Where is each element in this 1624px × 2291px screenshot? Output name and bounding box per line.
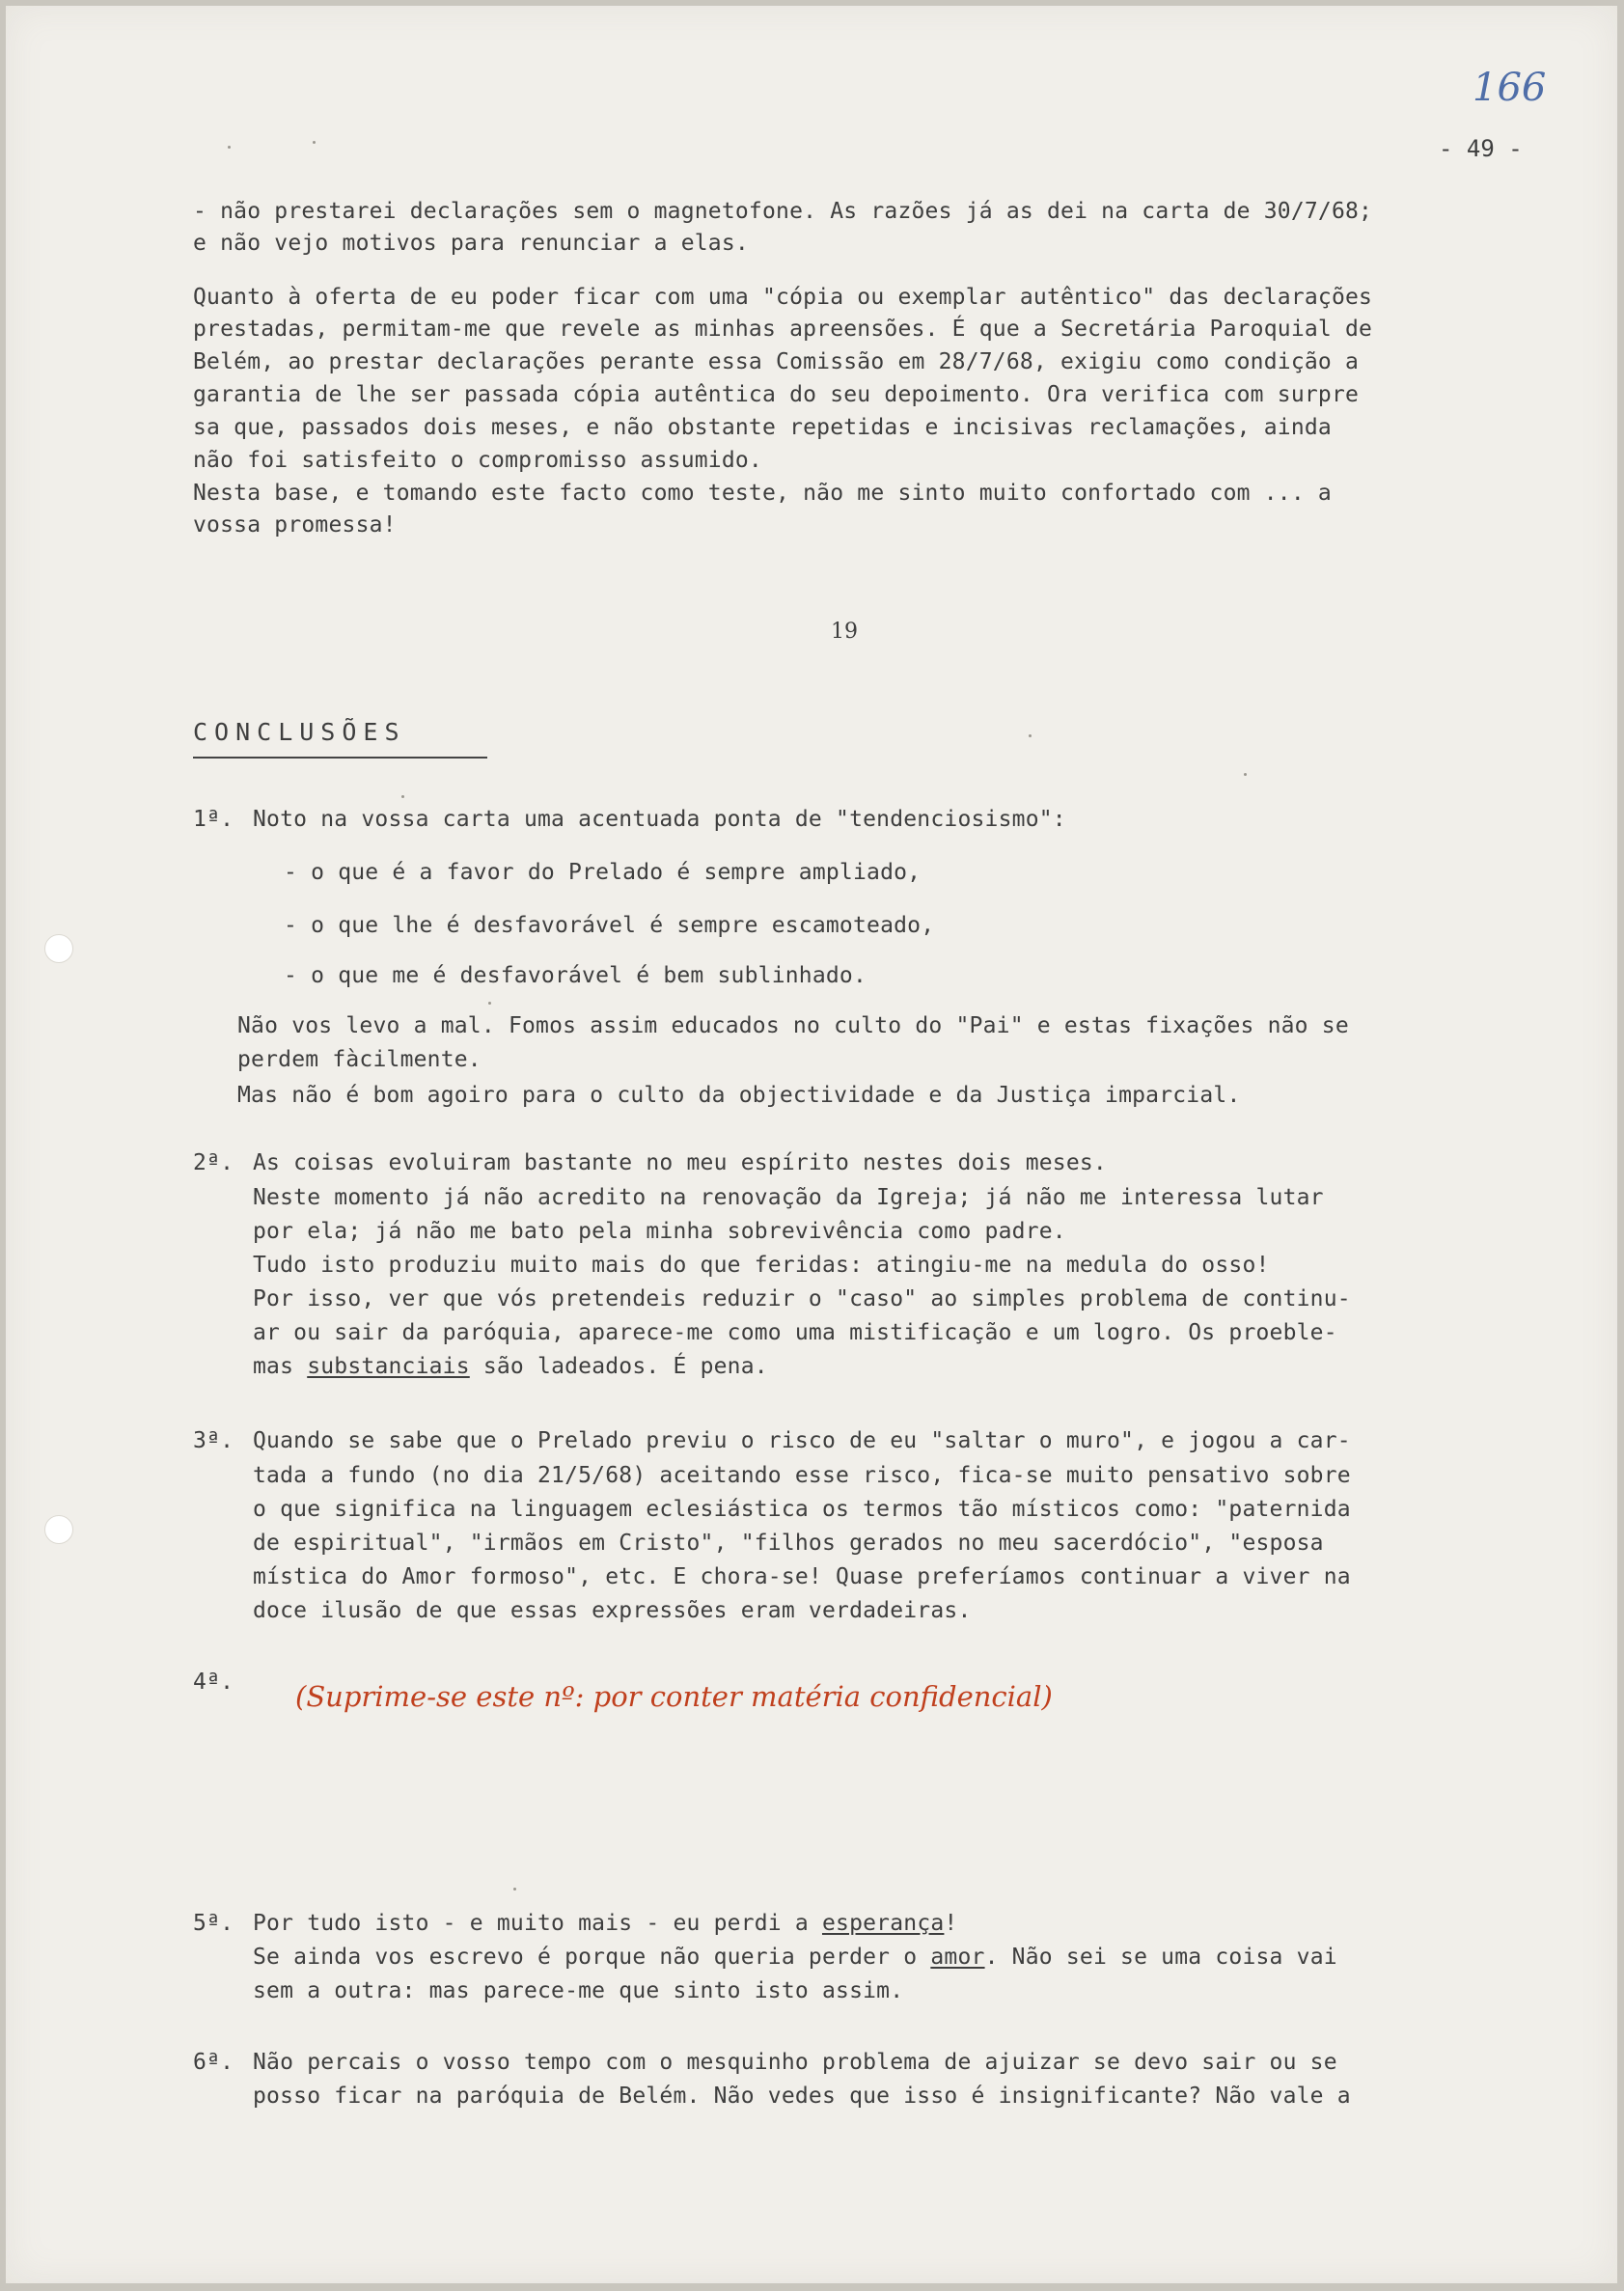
paper-speck [228, 146, 231, 149]
point-line: ar ou sair da paróquia, aparece-me como uma mistificação e um logro. Os proeble- [253, 1320, 1337, 1345]
intro-line: - não prestarei declarações sem o magnetofone. As razões já as dei na carta de 30/7/68; [193, 199, 1373, 224]
paragraph-line: Belém, ao prestar declarações perante essa Comissão em 28/7/68, exigiu como condição a [193, 349, 1360, 374]
page-number: - 49 - [1439, 135, 1523, 162]
paragraph-line: prestadas, permitam-me que revele as minhas apreensões. É que a Secretária Paroquial de [193, 317, 1373, 342]
point-number: 3ª. [193, 1428, 234, 1453]
point-line: Neste momento já não acredito na renovação da Igreja; já não me interessa lutar [253, 1185, 1324, 1210]
paper-speck [488, 1002, 491, 1005]
point-line: por ela; já não me bato pela minha sobrevivência como padre. [253, 1219, 1066, 1244]
point-line [253, 1907, 957, 1941]
paragraph-line: sa que, passados dois meses, e não obstante repetidas e incisivas reclamações, ainda [193, 415, 1332, 440]
point-line: sem a outra: mas parece-me que sinto isto assim. [253, 1978, 904, 2003]
paper-speck [1244, 773, 1247, 776]
point-number: 5ª. [193, 1911, 234, 1936]
point-line: doce ilusão de que essas expressões eram verdadeiras. [253, 1598, 972, 1623]
paper-speck [313, 141, 316, 144]
text-run: . Não sei se uma coisa vai [984, 1945, 1337, 1970]
paper-speck [513, 1888, 516, 1891]
text-run: mas [253, 1354, 308, 1379]
point-line: mística do Amor formoso", etc. E chora-se! Quase preferíamos continuar a viver na [253, 1564, 1351, 1589]
underlined-word: amor [930, 1945, 985, 1970]
document-page [6, 6, 1617, 2283]
paper-speck [1029, 734, 1032, 737]
point-line [253, 1350, 768, 1384]
intro-line: e não vejo motivos para renunciar a elas. [193, 231, 749, 256]
text-run: são ladeados. É pena. [469, 1354, 768, 1379]
text-run: ! [944, 1911, 958, 1936]
point-number: 4ª. [193, 1670, 234, 1695]
section-page-number: 19 [831, 620, 858, 644]
point-number: 1ª. [193, 807, 234, 832]
paragraph-line: Quanto à oferta de eu poder ficar com uma "cópia ou exemplar autêntico" das declarações [193, 285, 1373, 310]
punch-hole-top [44, 934, 73, 963]
text-run: Por tudo isto - e muito mais - eu perdi a [253, 1911, 822, 1936]
point-line [253, 1941, 1337, 1974]
list-item: - o que é a favor do Prelado é sempre ampliado, [284, 860, 922, 885]
point-number: 2ª. [193, 1150, 234, 1175]
point-line: o que significa na linguagem eclesiástica os termos tão místicos como: "paternida [253, 1497, 1351, 1522]
point-number: 6ª. [193, 2050, 234, 2075]
underlined-word: esperança [821, 1911, 945, 1936]
paragraph-line: Nesta base, e tomando este facto como teste, não me sinto muito confortado com ... a [193, 481, 1332, 506]
paragraph-line: não foi satisfeito o compromisso assumido. [193, 448, 762, 473]
point-line: Noto na vossa carta uma acentuada ponta de "tendenciosismo": [253, 807, 1066, 832]
point-line: de espiritual", "irmãos em Cristo", "filhos gerados no meu sacerdócio", "esposa [253, 1531, 1324, 1556]
point-line: Não vos levo a mal. Fomos assim educados no culto do "Pai" e estas fixações não se [237, 1013, 1349, 1038]
point-line: As coisas evoluiram bastante no meu espírito nestes dois meses. [253, 1150, 1107, 1175]
paragraph-line: vossa promessa! [193, 512, 397, 538]
point-line: posso ficar na paróquia de Belém. Não vedes que isso é insignificante? Não vale a [253, 2084, 1351, 2109]
point-line: Por isso, ver que vós pretendeis reduzir o "caso" ao simples problema de continu- [253, 1286, 1351, 1311]
point-line: Tudo isto produziu muito mais do que feridas: atingiu-me na medula do osso! [253, 1253, 1270, 1278]
list-item: - o que me é desfavorável é bem sublinhado. [284, 963, 867, 988]
handwritten-annotation: (Suprime-se este nº: por conter matéria confidencial) [295, 1680, 1053, 1713]
paper-speck [401, 795, 404, 798]
point-line: perdem fàcilmente. [237, 1047, 482, 1072]
point-line: tada a fundo (no dia 21/5/68) aceitando esse risco, fica-se muito pensativo sobre [253, 1463, 1351, 1488]
section-title: CONCLUSÕES [193, 718, 406, 746]
section-title-underline [193, 757, 487, 759]
point-line: Quando se sabe que o Prelado previu o risco de eu "saltar o muro", e jogou a car- [253, 1428, 1351, 1453]
point-line: Mas não é bom agoiro para o culto da objectividade e da Justiça imparcial. [237, 1083, 1241, 1108]
paragraph-line: garantia de lhe ser passada cópia autêntica do seu depoimento. Ora verifica com surpre [193, 382, 1360, 407]
underlined-word: substanciais [307, 1354, 470, 1379]
punch-hole-bottom [44, 1515, 73, 1544]
list-item: - o que lhe é desfavorável é sempre escamoteado, [284, 913, 935, 938]
handwritten-folio-number: 166 [1473, 66, 1547, 110]
text-run: Se ainda vos escrevo é porque não queria perder o [253, 1945, 931, 1970]
point-line: Não percais o vosso tempo com o mesquinho problema de ajuizar se devo sair ou se [253, 2050, 1337, 2075]
